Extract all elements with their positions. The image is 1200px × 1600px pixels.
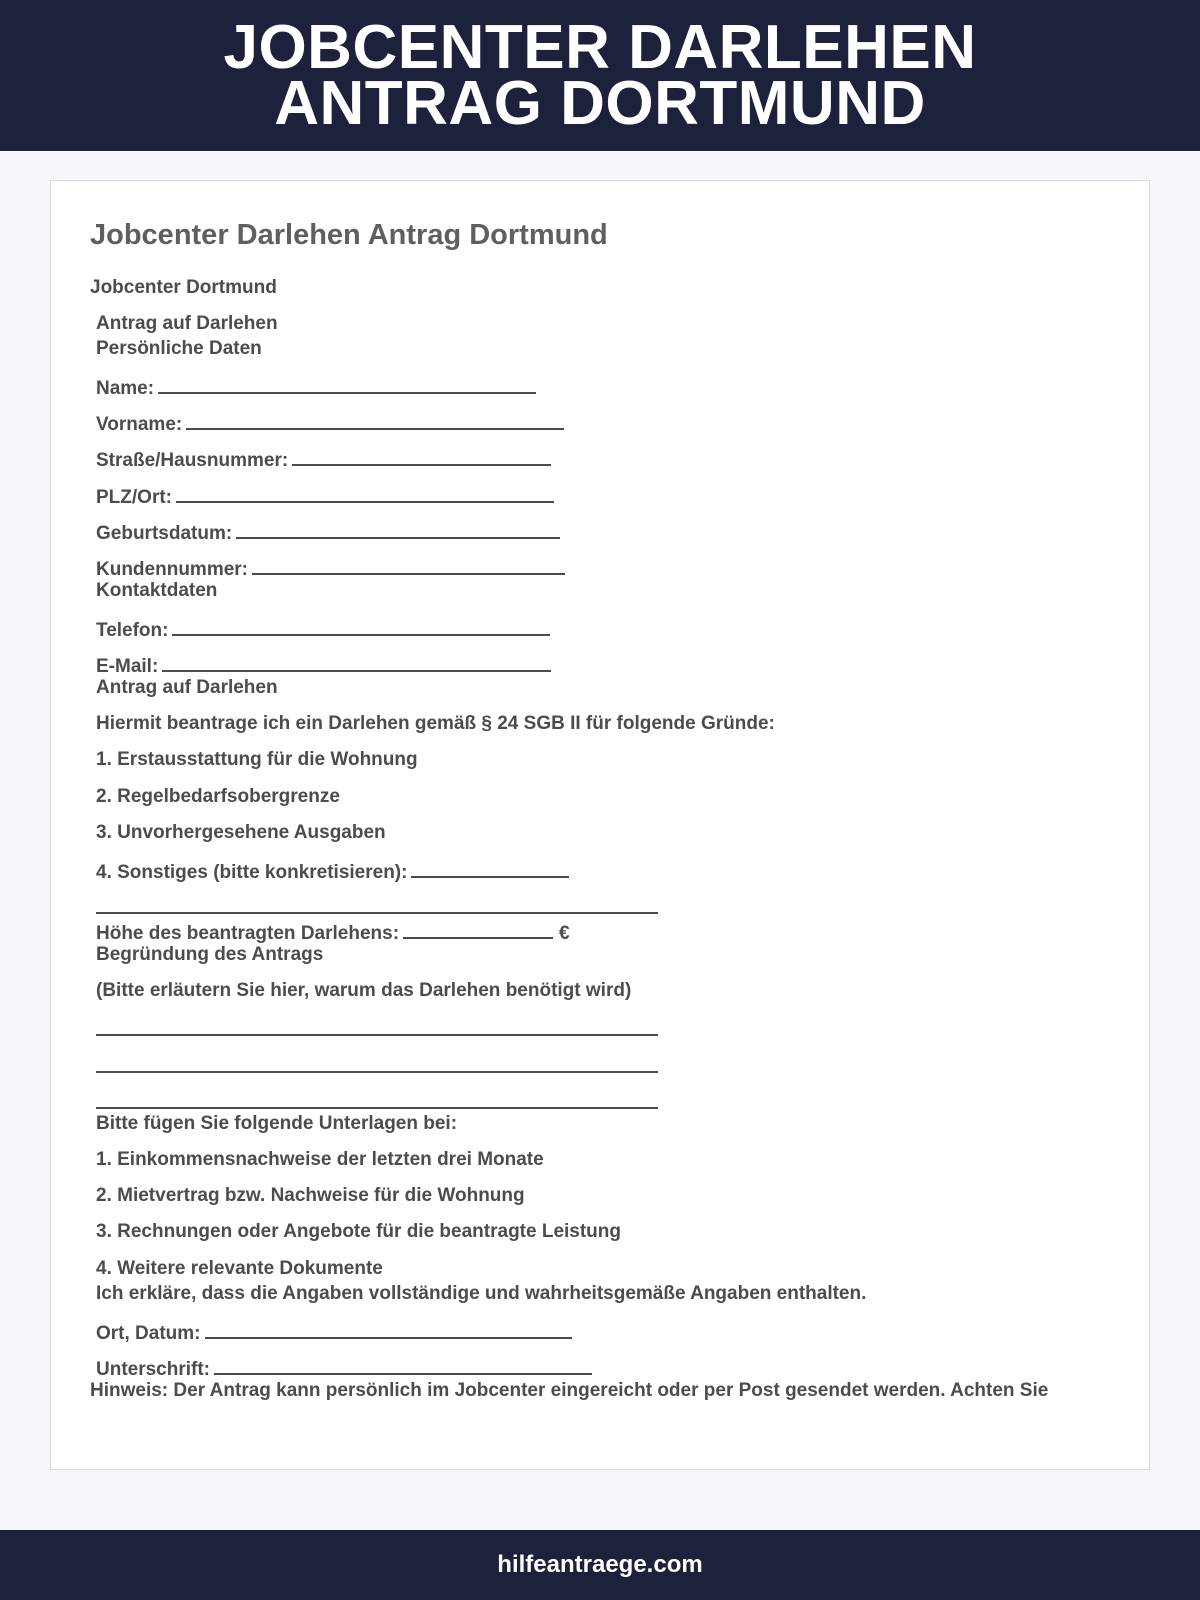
title-banner (0, 0, 1200, 151)
attachment-item-3: 3. Rechnungen oder Angebote für die beantragte Leistung (96, 1221, 622, 1242)
name-field[interactable] (96, 374, 536, 400)
footer-site-link[interactable]: hilfeantraege.com (497, 1551, 703, 1578)
attachment-item-2: 2. Mietvertrag bzw. Nachweise für die Wohnung (96, 1185, 525, 1206)
reason-other-blank-line[interactable] (96, 912, 658, 914)
currency-symbol: € (559, 923, 570, 944)
unterschrift-field[interactable] (96, 1355, 592, 1381)
strasse-field[interactable] (96, 446, 551, 472)
strasse-label: Straße/Hausnummer: (96, 450, 289, 471)
declaration-text: Ich erkläre, dass die Angaben vollständige und wahrheitsgemäße Angaben enthalten. (96, 1283, 867, 1304)
begruendung-hint: (Bitte erläutern Sie hier, warum das Darlehen benötigt wird) (96, 980, 632, 1001)
ort-datum-blank-line[interactable] (205, 1319, 572, 1339)
strasse-blank-line[interactable] (292, 446, 551, 466)
banner-title-line-1: JOBCENTER DARLEHEN (223, 12, 977, 82)
reason-4-label: 4. Sonstiges (bitte konkretisieren): (96, 862, 408, 883)
email-blank-line[interactable] (162, 652, 551, 672)
email-label: E-Mail: (96, 656, 159, 677)
email-field[interactable] (96, 652, 551, 678)
attachments-intro: Bitte fügen Sie folgende Unterlagen bei: (96, 1113, 458, 1134)
agency-name: Jobcenter Dortmund (90, 277, 277, 298)
begruendung-line-3[interactable] (96, 1107, 658, 1109)
begruendung-line-1[interactable] (96, 1034, 658, 1036)
telefon-field[interactable] (96, 616, 550, 642)
plz-ort-blank-line[interactable] (176, 483, 554, 503)
name-blank-line[interactable] (158, 374, 536, 394)
section-begruendung: Begründung des Antrags (96, 944, 324, 965)
hinweis-note: Hinweis: Der Antrag kann persönlich im Jobcenter eingereicht oder per Post gesendet werden. Achten Sie (90, 1380, 1049, 1401)
reason-item-2: 2. Regelbedarfsobergrenze (96, 786, 340, 807)
section-contact-data: Kontaktdaten (96, 580, 218, 601)
amount-field[interactable] (96, 919, 570, 945)
kundennummer-label: Kundennummer: (96, 559, 248, 580)
telefon-blank-line[interactable] (172, 616, 550, 636)
form-document (50, 180, 1150, 1470)
vorname-label: Vorname: (96, 414, 183, 435)
footer-bar (0, 1530, 1200, 1600)
plz-ort-field[interactable] (96, 483, 554, 509)
plz-ort-label: PLZ/Ort: (96, 487, 172, 508)
antrag-intro-text: Hiermit beantrage ich ein Darlehen gemäß § 24 SGB II für folgende Gründe: (96, 713, 775, 734)
reason-4-blank-line[interactable] (411, 858, 569, 878)
vorname-blank-line[interactable] (186, 410, 564, 430)
amount-label: Höhe des beantragten Darlehens: (96, 923, 400, 944)
reason-item-4[interactable] (96, 858, 569, 884)
unterschrift-blank-line[interactable] (214, 1355, 592, 1375)
vorname-field[interactable] (96, 410, 564, 436)
kundennummer-blank-line[interactable] (252, 555, 565, 575)
attachment-item-4: 4. Weitere relevante Dokumente (96, 1258, 383, 1279)
document-title: Jobcenter Darlehen Antrag Dortmund (90, 219, 608, 251)
kundennummer-field[interactable] (96, 555, 565, 581)
geburtsdatum-field[interactable] (96, 519, 560, 545)
banner-title-line-2: ANTRAG DORTMUND (274, 68, 926, 138)
telefon-label: Telefon: (96, 620, 169, 641)
begruendung-line-2[interactable] (96, 1071, 658, 1073)
attachment-item-1: 1. Einkommensnachweise der letzten drei Monate (96, 1149, 544, 1170)
ort-datum-field[interactable] (96, 1319, 572, 1345)
geburtsdatum-blank-line[interactable] (236, 519, 560, 539)
name-label: Name: (96, 378, 155, 399)
reason-item-3: 3. Unvorhergesehene Ausgaben (96, 822, 386, 843)
reason-item-1: 1. Erstausstattung für die Wohnung (96, 749, 418, 770)
amount-blank-line[interactable] (403, 919, 553, 939)
heading-antrag: Antrag auf Darlehen (96, 313, 278, 334)
ort-datum-label: Ort, Datum: (96, 1323, 201, 1344)
section-personal-data: Persönliche Daten (96, 338, 262, 359)
section-antrag: Antrag auf Darlehen (96, 677, 278, 698)
unterschrift-label: Unterschrift: (96, 1359, 211, 1380)
geburtsdatum-label: Geburtsdatum: (96, 523, 233, 544)
